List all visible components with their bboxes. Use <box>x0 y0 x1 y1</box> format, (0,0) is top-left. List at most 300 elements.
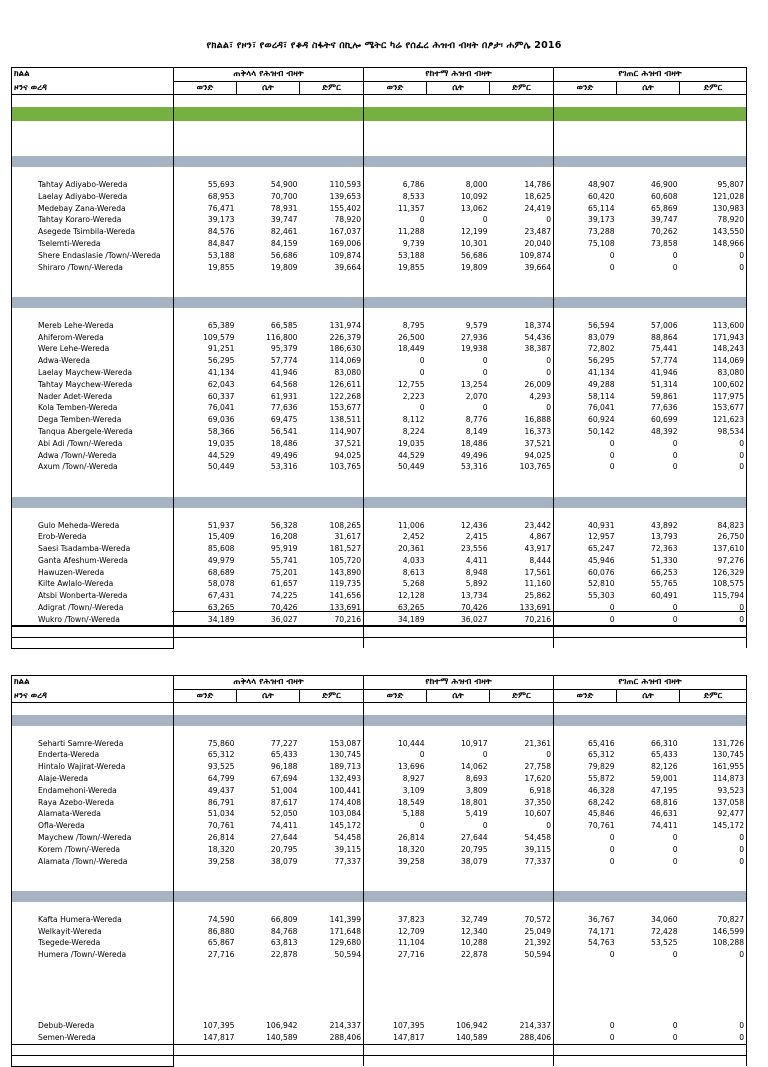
blank-row-cell <box>617 508 680 520</box>
green-band-cell <box>300 107 364 121</box>
value-cell: 76,041 <box>174 402 237 414</box>
woreda-name: Tahtay Adiyabo-Wereda <box>12 179 174 191</box>
value-cell: 43,892 <box>650 520 678 530</box>
header-total: ድምር <box>680 690 747 703</box>
zone-band <box>12 891 747 902</box>
woreda-name: Adwa-Wereda <box>12 355 174 367</box>
blank-row-cell <box>300 167 364 179</box>
woreda-name: Asegede Tsimbila-Wereda <box>12 226 174 238</box>
blank-row-cell <box>554 308 617 320</box>
value-cell: 110,593 <box>329 179 362 189</box>
blank-row-cell <box>490 308 554 320</box>
value-cell: 70,216 <box>334 614 362 624</box>
woreda-name: Tanqua Abergele-Wereda <box>12 426 174 438</box>
value-cell: 38,387 <box>524 344 552 354</box>
value-cell: 0 <box>680 461 747 473</box>
blank-row-cell <box>300 1008 364 1020</box>
woreda-name: Gulo Meheda-Wereda <box>12 520 174 532</box>
value-cell: 0 <box>482 750 488 760</box>
woreda-name: Adwa /Town/-Wereda <box>12 450 174 462</box>
value-cell: 8,224 <box>364 426 427 438</box>
value-cell: 41,134 <box>174 367 237 379</box>
value-cell: 0 <box>672 614 678 624</box>
value-cell: 226,379 <box>329 332 362 342</box>
blank-row-cell <box>237 121 300 133</box>
value-cell: 72,428 <box>650 926 678 936</box>
value-cell: 18,320 <box>364 844 427 856</box>
blank-row <box>12 985 747 997</box>
blank-row-cell <box>12 485 174 497</box>
value-cell: 0 <box>364 355 427 367</box>
value-cell: 54,436 <box>524 332 552 342</box>
value-cell: 18,625 <box>524 191 552 201</box>
footer-cell <box>300 1055 364 1066</box>
value-cell: 0 <box>554 602 617 614</box>
zone-band-cell <box>554 891 617 902</box>
value-cell: 141,399 <box>329 914 362 924</box>
total-cell <box>554 1044 617 1055</box>
value-cell: 66,253 <box>650 567 678 577</box>
value-cell: 70,426 <box>460 603 488 613</box>
value-cell: 77,636 <box>270 403 298 413</box>
header-male: ወንድ <box>364 690 427 703</box>
value-cell: 64,568 <box>270 379 298 389</box>
value-cell: 108,265 <box>329 520 362 530</box>
value-cell: 74,225 <box>270 591 298 601</box>
value-cell: 39,664 <box>524 262 552 272</box>
table-row <box>12 773 747 785</box>
value-cell: 0 <box>364 749 427 761</box>
blank-row-cell <box>680 121 747 133</box>
header-group: የገጠር ሕዝብ ብዛት <box>554 676 747 690</box>
blank-row-cell <box>300 973 364 985</box>
zone-band-cell <box>364 891 427 902</box>
footer-cell <box>237 1055 300 1066</box>
value-cell: 0 <box>680 949 747 961</box>
blank-row <box>12 285 747 297</box>
zone-band <box>12 497 747 508</box>
population-table-1 <box>11 67 746 649</box>
header-total: ድምር <box>680 82 747 95</box>
value-cell: 153,677 <box>329 403 362 413</box>
blank-row-cell <box>490 985 554 997</box>
zone-band-cell <box>300 497 364 508</box>
value-cell: 59,001 <box>650 773 678 783</box>
value-cell: 10,092 <box>460 191 488 201</box>
value-cell: 58,114 <box>554 391 617 403</box>
value-cell: 66,809 <box>270 914 298 924</box>
value-cell: 53,316 <box>270 462 298 472</box>
woreda-name: Adigrat /Town/-Wereda <box>12 602 174 614</box>
total-cell <box>617 626 680 637</box>
header-male: ወንድ <box>554 690 617 703</box>
value-cell: 17,620 <box>524 773 552 783</box>
value-cell: 27,716 <box>364 949 427 961</box>
zone-band-cell <box>680 297 747 308</box>
blank-row-cell <box>12 1008 174 1020</box>
header-female: ሴት <box>427 82 490 95</box>
value-cell: 0 <box>672 832 678 842</box>
value-cell: 143,890 <box>329 567 362 577</box>
footer-row <box>12 1055 747 1066</box>
value-cell: 13,734 <box>460 591 488 601</box>
blank-row-cell <box>174 879 237 891</box>
value-cell: 171,648 <box>329 926 362 936</box>
blank-row <box>12 473 747 485</box>
table-row <box>12 355 747 367</box>
value-cell: 8,776 <box>465 415 488 425</box>
value-cell: 0 <box>672 250 678 260</box>
value-cell: 0 <box>554 1020 617 1032</box>
zone-band-cell <box>174 156 237 167</box>
footer-cell <box>364 637 427 648</box>
zone-band-cell <box>490 715 554 726</box>
table-row <box>12 808 747 820</box>
zone-band-cell <box>237 297 300 308</box>
blank-row-cell <box>364 726 427 738</box>
value-cell: 13,696 <box>364 761 427 773</box>
value-cell: 68,816 <box>650 797 678 807</box>
blank-row <box>12 133 747 145</box>
blank-row-cell <box>237 485 300 497</box>
header-female: ሴት <box>617 82 680 95</box>
page-title: የክልል፣ የዞን፣ የወረዳ፣ የቆዳ ስፋትና በኪሎ ሜትር ካሬ የሰፈረ ሕዝብ ብዛት በፆታ፡ ሐምሌ 2016 <box>206 40 562 51</box>
value-cell: 75,201 <box>270 567 298 577</box>
blank-row-cell <box>364 144 427 156</box>
value-cell: 0 <box>364 820 427 832</box>
value-cell: 66,585 <box>270 320 298 330</box>
value-cell: 57,006 <box>650 320 678 330</box>
value-cell: 0 <box>482 215 488 225</box>
value-cell: 8,112 <box>364 414 427 426</box>
zone-band-cell <box>427 156 490 167</box>
zone-band-cell <box>12 297 174 308</box>
value-cell: 19,035 <box>174 438 237 450</box>
value-cell: 119,735 <box>329 579 362 589</box>
blank-row-cell <box>554 902 617 914</box>
blank-row <box>12 485 747 497</box>
green-band <box>12 107 747 121</box>
value-cell: 84,159 <box>270 238 298 248</box>
footer-cell <box>680 1055 747 1066</box>
blank-row-cell <box>490 902 554 914</box>
value-cell: 55,872 <box>554 773 617 785</box>
footer-cell <box>617 1055 680 1066</box>
zone-band-cell <box>490 891 554 902</box>
value-cell: 53,188 <box>364 250 427 262</box>
value-cell: 8,948 <box>465 567 488 577</box>
footer-cell <box>174 1055 237 1066</box>
blank-row-cell <box>427 167 490 179</box>
blank-row-cell <box>300 726 364 738</box>
value-cell: 31,617 <box>334 532 362 542</box>
value-cell: 5,268 <box>364 578 427 590</box>
value-cell: 52,810 <box>554 578 617 590</box>
value-cell: 49,437 <box>174 785 237 797</box>
zone-band-cell <box>427 891 490 902</box>
blank-row-cell <box>617 879 680 891</box>
total-cell <box>174 626 237 637</box>
blank-row-cell <box>174 144 237 156</box>
woreda-name: Humera /Town/-Wereda <box>12 949 174 961</box>
value-cell: 16,373 <box>524 426 552 436</box>
value-cell: 155,402 <box>329 203 362 213</box>
value-cell: 60,337 <box>174 391 237 403</box>
blank-row-cell <box>490 508 554 520</box>
header-total: ድምር <box>490 690 554 703</box>
value-cell: 70,262 <box>650 227 678 237</box>
value-cell: 103,765 <box>329 462 362 472</box>
blank-row-cell <box>427 985 490 997</box>
value-cell: 21,361 <box>524 738 552 748</box>
blank-row-cell <box>364 985 427 997</box>
value-cell: 22,878 <box>270 950 298 960</box>
blank-row-cell <box>680 996 747 1008</box>
blank-row-cell <box>12 121 174 133</box>
value-cell: 19,809 <box>460 262 488 272</box>
zone-band-cell <box>174 891 237 902</box>
blank-row-cell <box>237 144 300 156</box>
blank-row-cell <box>174 961 237 973</box>
zone-band <box>12 715 747 726</box>
blank-row-cell <box>617 1008 680 1020</box>
value-cell: 8,613 <box>364 567 427 579</box>
table-row <box>12 567 747 579</box>
value-cell: 60,924 <box>554 414 617 426</box>
value-cell: 57,774 <box>650 356 678 366</box>
value-cell: 0 <box>364 367 427 379</box>
blank-row-cell <box>364 167 427 179</box>
woreda-name: Raya Azebo-Wereda <box>12 797 174 809</box>
table-row <box>12 238 747 250</box>
value-cell: 39,664 <box>334 262 362 272</box>
value-cell: 77,227 <box>270 738 298 748</box>
value-cell: 0 <box>554 1032 617 1044</box>
value-cell: 131,726 <box>680 738 747 750</box>
value-cell: 13,062 <box>460 203 488 213</box>
header-group: ጠቅላላ የሕዝብ ብዛት <box>174 676 364 690</box>
value-cell: 0 <box>546 356 552 366</box>
value-cell: 26,009 <box>524 379 552 389</box>
blank-row-cell <box>364 285 427 297</box>
value-cell: 49,979 <box>174 555 237 567</box>
total-cell <box>364 626 427 637</box>
zone-band-cell <box>237 497 300 508</box>
zone-band-cell <box>617 715 680 726</box>
value-cell: 130,745 <box>329 750 362 760</box>
zone-band-cell <box>680 891 747 902</box>
value-cell: 0 <box>546 403 552 413</box>
value-cell: 72,363 <box>650 544 678 554</box>
zone-band-cell <box>12 497 174 508</box>
value-cell: 11,160 <box>524 579 552 589</box>
blank-row-cell <box>12 308 174 320</box>
value-cell: 84,847 <box>174 238 237 250</box>
value-cell: 51,937 <box>174 520 237 532</box>
value-cell: 74,411 <box>650 821 678 831</box>
blank-row-cell <box>680 1008 747 1020</box>
value-cell: 56,686 <box>270 250 298 260</box>
value-cell: 12,128 <box>364 590 427 602</box>
value-cell: 117,975 <box>680 391 747 403</box>
value-cell: 138,511 <box>329 415 362 425</box>
value-cell: 63,265 <box>364 602 427 614</box>
value-cell: 22,878 <box>460 950 488 960</box>
value-cell: 103,765 <box>519 462 552 472</box>
value-cell: 114,873 <box>680 773 747 785</box>
value-cell: 26,814 <box>364 832 427 844</box>
blank-row-cell <box>554 985 617 997</box>
value-cell: 8,149 <box>465 426 488 436</box>
blank-row-cell <box>237 508 300 520</box>
total-cell <box>427 1044 490 1055</box>
value-cell: 74,411 <box>270 821 298 831</box>
blank-row-cell <box>680 473 747 485</box>
value-cell: 21,392 <box>524 938 552 948</box>
blank-row-cell <box>237 473 300 485</box>
footer-cell <box>490 637 554 648</box>
value-cell: 70,216 <box>524 614 552 624</box>
value-cell: 20,040 <box>524 238 552 248</box>
woreda-name: Alaje-Wereda <box>12 773 174 785</box>
value-cell: 46,900 <box>650 179 678 189</box>
blank-row-cell <box>237 285 300 297</box>
value-cell: 56,686 <box>460 250 488 260</box>
zone-band-cell <box>364 715 427 726</box>
value-cell: 34,060 <box>650 914 678 924</box>
value-cell: 75,108 <box>554 238 617 250</box>
population-table-2 <box>11 675 746 1067</box>
woreda-name: Korem /Town/-Wereda <box>12 844 174 856</box>
blank-row-cell <box>617 485 680 497</box>
blank-row-cell <box>174 167 237 179</box>
blank-row-cell <box>554 167 617 179</box>
header-region: ክልል <box>12 676 174 690</box>
woreda-name: Laelay Adiyabo-Wereda <box>12 191 174 203</box>
value-cell: 8,000 <box>465 179 488 189</box>
blank-row-cell <box>427 308 490 320</box>
value-cell: 126,329 <box>680 567 747 579</box>
zone-band-cell <box>364 156 427 167</box>
blank-row-cell <box>680 726 747 738</box>
header-total: ድምር <box>300 82 364 95</box>
value-cell: 8,795 <box>364 320 427 332</box>
value-cell: 0 <box>554 949 617 961</box>
header-group: የገጠር ሕዝብ ብዛት <box>554 68 747 82</box>
value-cell: 122,268 <box>329 391 362 401</box>
blank-row-cell <box>490 121 554 133</box>
value-cell: 44,529 <box>364 450 427 462</box>
zone-band-cell <box>12 715 174 726</box>
value-cell: 0 <box>680 832 747 844</box>
value-cell: 77,337 <box>334 856 362 866</box>
blank-row-cell <box>300 121 364 133</box>
zone-band-cell <box>300 715 364 726</box>
value-cell: 153,087 <box>329 738 362 748</box>
table-row <box>12 379 747 391</box>
blank-row-cell <box>364 485 427 497</box>
woreda-name: Maychew /Town/-Wereda <box>12 832 174 844</box>
value-cell: 77,636 <box>650 403 678 413</box>
blank-row-cell <box>12 973 174 985</box>
blank-row-cell <box>12 996 174 1008</box>
blank-row-cell <box>554 144 617 156</box>
value-cell: 34,189 <box>174 614 237 626</box>
value-cell: 45,946 <box>554 555 617 567</box>
green-band-cell <box>364 107 427 121</box>
blank-row-cell <box>554 879 617 891</box>
value-cell: 0 <box>680 450 747 462</box>
blank-row-cell <box>554 996 617 1008</box>
value-cell: 60,420 <box>554 191 617 203</box>
blank-row-cell <box>12 133 174 145</box>
value-cell: 53,188 <box>174 250 237 262</box>
blank-row <box>12 973 747 985</box>
value-cell: 54,900 <box>270 179 298 189</box>
value-cell: 78,920 <box>680 214 747 226</box>
value-cell: 36,027 <box>270 614 298 624</box>
value-cell: 132,493 <box>329 773 362 783</box>
value-cell: 37,823 <box>364 914 427 926</box>
value-cell: 51,314 <box>650 379 678 389</box>
value-cell: 18,320 <box>174 844 237 856</box>
value-cell: 84,768 <box>270 926 298 936</box>
woreda-name: Ganta Afeshum-Wereda <box>12 555 174 567</box>
value-cell: 108,288 <box>680 937 747 949</box>
blank-row-cell <box>300 273 364 285</box>
blank-row-cell <box>680 867 747 879</box>
value-cell: 116,800 <box>266 332 298 342</box>
value-cell: 54,458 <box>334 832 362 842</box>
value-cell: 12,709 <box>364 926 427 938</box>
value-cell: 186,630 <box>329 344 362 354</box>
header-male: ወንድ <box>364 82 427 95</box>
value-cell: 93,525 <box>174 761 237 773</box>
value-cell: 41,946 <box>650 367 678 377</box>
table-row <box>12 749 747 761</box>
header-zone-woreda: ዞንና ወረዳ <box>12 690 174 703</box>
blank-row-cell <box>490 95 554 107</box>
blank-row-cell <box>237 985 300 997</box>
value-cell: 56,295 <box>174 355 237 367</box>
value-cell: 167,037 <box>329 227 362 237</box>
blank-row-cell <box>237 902 300 914</box>
blank-row-cell <box>617 703 680 715</box>
header-total: ድምር <box>300 690 364 703</box>
value-cell: 0 <box>554 832 617 844</box>
value-cell: 0 <box>554 250 617 262</box>
footer-cell <box>427 1055 490 1066</box>
blank-row-cell <box>237 879 300 891</box>
blank-row-cell <box>617 133 680 145</box>
value-cell: 49,496 <box>460 450 488 460</box>
value-cell: 0 <box>482 356 488 366</box>
value-cell: 38,079 <box>460 856 488 866</box>
blank-row-cell <box>427 95 490 107</box>
blank-row-cell <box>364 121 427 133</box>
blank-row-cell <box>237 973 300 985</box>
total-cell <box>490 626 554 637</box>
woreda-name: Nader Adet-Wereda <box>12 391 174 403</box>
blank-row-cell <box>364 879 427 891</box>
header-total: ድምር <box>490 82 554 95</box>
value-cell: 148,966 <box>680 238 747 250</box>
blank-row <box>12 996 747 1008</box>
value-cell: 14,062 <box>460 762 488 772</box>
value-cell: 12,957 <box>554 531 617 543</box>
header-female: ሴት <box>237 82 300 95</box>
value-cell: 59,861 <box>650 391 678 401</box>
